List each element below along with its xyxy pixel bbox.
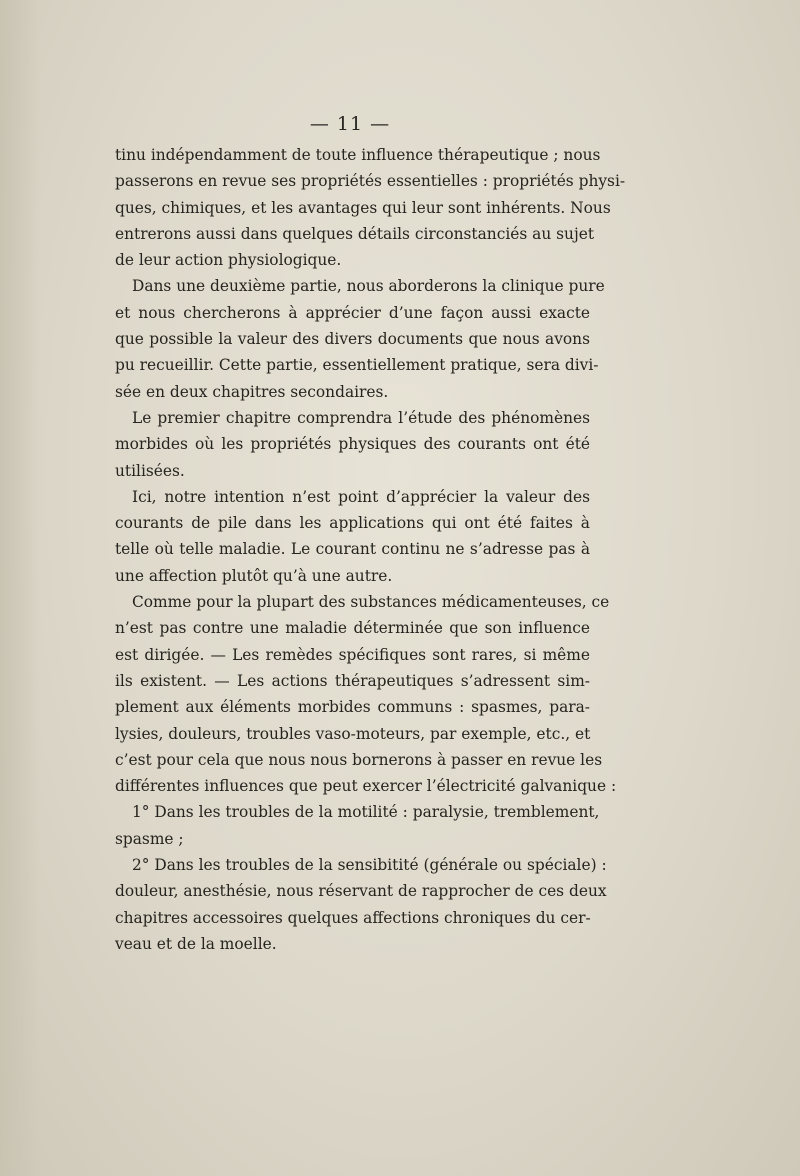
- text-line: et nous chercherons à apprécier d’une façon aussi exacte: [115, 303, 590, 322]
- text-line: plement aux éléments morbides communs : spasmes, para-: [115, 698, 590, 717]
- text-line: pu recueillir. Cette partie, essentiellement pratique, sera divi-: [115, 356, 599, 375]
- body-text: [115, 142, 626, 957]
- page-gutter-shadow: [0, 0, 40, 1176]
- text-line: de leur action physiologique.: [115, 251, 342, 270]
- text-line: douleur, anesthésie, nous réservant de rapprocher de ces deux: [115, 882, 607, 901]
- text-line: tinu indépendamment de toute influence thérapeutique ; nous: [115, 146, 601, 164]
- paragraph-start-line: Ici, notre intention n’est point d’apprécier la valeur des: [132, 487, 590, 506]
- text-line: morbides où les propriétés physiques des courants ont été: [115, 435, 590, 454]
- paragraph-start-line: Dans une deuxième partie, nous aborderons la clinique pure: [132, 277, 605, 296]
- text-line: sée en deux chapitres secondaires.: [115, 382, 389, 401]
- text-line: passerons en revue ses propriétés essentielles : propriétés physi-: [115, 172, 626, 191]
- paragraph-start-line: Comme pour la plupart des substances médicamenteuses, ce: [132, 593, 610, 612]
- text-line: entrerons aussi dans quelques détails circonstanciés au sujet: [115, 224, 595, 243]
- list-item-line: 1° Dans les troubles de la motilité : paralysie, tremblement,: [132, 803, 600, 822]
- text-line: c’est pour cela que nous nous bornerons à passer en revue les: [115, 750, 603, 769]
- text-line: chapitres accessoires quelques affections chroniques du cer-: [115, 908, 591, 927]
- text-line: lysies, douleurs, troubles vaso-moteurs, par exemple, etc., et: [115, 724, 591, 743]
- list-item-line: 2° Dans les troubles de la sensibitité (générale ou spéciale) :: [132, 856, 607, 875]
- text-line: telle où telle maladie. Le courant continu ne s’adresse pas à: [115, 540, 590, 559]
- text-line: utilisées.: [115, 461, 185, 480]
- text-line: ils existent. — Les actions thérapeutiques s’adressent sim-: [115, 671, 590, 690]
- text-line: est dirigée. — Les remèdes spécifiques sont rares, si même: [115, 645, 590, 664]
- text-line: spasme ;: [115, 829, 184, 848]
- paragraph-start-line: Le premier chapitre comprendra l’étude des phénomènes: [132, 408, 590, 427]
- text-line: n’est pas contre une maladie déterminée que son influence: [115, 619, 590, 638]
- text-line: une affection plutôt qu’à une autre.: [115, 566, 393, 585]
- page-number: — 11 —: [309, 113, 391, 135]
- text-line: différentes influences que peut exercer l’électricité galvanique :: [115, 777, 617, 796]
- text-line: ques, chimiques, et les avantages qui leur sont inhérents. Nous: [115, 198, 611, 217]
- text-line: courants de pile dans les applications qui ont été faites à: [115, 514, 590, 533]
- text-line: que possible la valeur des divers documents que nous avons: [115, 330, 590, 349]
- text-line: veau et de la moelle.: [115, 934, 277, 953]
